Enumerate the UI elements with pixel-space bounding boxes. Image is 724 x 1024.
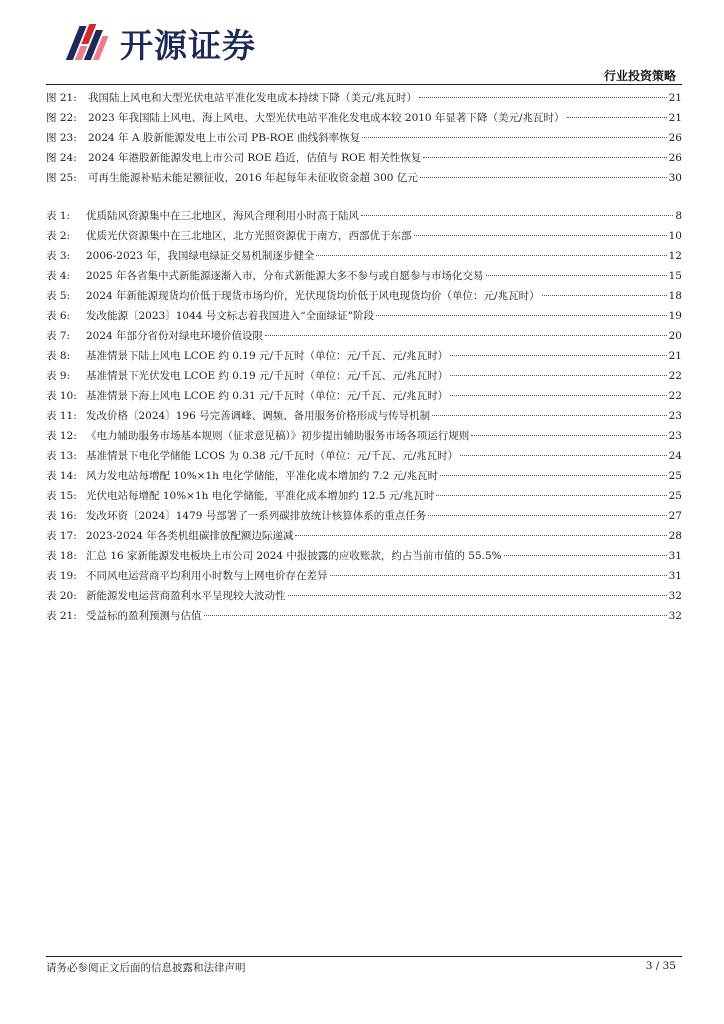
toc-entry-title: 2006-2023 年，我国绿电绿证交易机制逐步健全 — [86, 250, 315, 262]
toc-entry-title: 可再生能源补贴未能足额征收，2016 年起每年未征收资金超 300 亿元 — [88, 172, 418, 184]
table-index-entry[interactable] — [46, 446, 682, 466]
table-index-entry[interactable] — [46, 206, 682, 226]
table-index-entry[interactable] — [46, 546, 682, 566]
toc-entry-label: 表 10: — [46, 390, 77, 402]
toc-leader-dots — [414, 235, 667, 236]
toc-entry-page: 23 — [668, 430, 682, 442]
toc-entry-title: 发改环资〔2024〕1479 号部署了一系列碳排放统计核算体系的重点任务 — [86, 510, 427, 522]
toc-entry-label: 表 19: — [46, 570, 77, 582]
toc-entry-label: 表 13: — [46, 450, 77, 462]
toc-entry-title: 优质光伏资源集中在三北地区，北方光照资源优于南方，西部优于东部 — [86, 230, 412, 242]
toc-entry-page: 24 — [668, 450, 682, 462]
toc-entry-page: 19 — [668, 310, 682, 322]
toc-entry-page: 18 — [668, 290, 682, 302]
toc-entry-title: 优质陆风资源集中在三北地区，海风合理利用小时高于陆风 — [86, 210, 359, 222]
toc-leader-dots — [204, 615, 667, 616]
toc-leader-dots — [288, 595, 667, 596]
toc-entry-title: 基准情景下陆上风电 LCOE 约 0.19 元/千瓦时（单位：元/千瓦、元/兆瓦时） — [86, 350, 449, 362]
toc-entry-page: 32 — [668, 610, 682, 622]
figure-index-entry[interactable] — [46, 168, 682, 188]
table-index-entry[interactable] — [46, 226, 682, 246]
toc-entry-title: 受益标的盈利预测与估值 — [86, 610, 202, 622]
toc-entry-label: 图 24: — [46, 152, 77, 164]
toc-entry-title: 汇总 16 家新能源发电板块上市公司 2024 中报披露的应收账款，约占当前市值的 55.5% — [86, 550, 502, 562]
toc-entry-label: 表 11: — [46, 410, 77, 422]
table-index-entry[interactable] — [46, 466, 682, 486]
toc-entry-page: 8 — [675, 210, 682, 222]
toc-leader-dots — [542, 295, 667, 296]
table-index-entry[interactable] — [46, 566, 682, 586]
toc-leader-dots — [420, 177, 667, 178]
toc-entry-page: 15 — [668, 270, 682, 282]
toc-entry-label: 表 5: — [46, 290, 71, 302]
header-rule — [46, 84, 682, 85]
toc-entry-label: 表 12: — [46, 430, 77, 442]
table-index-entry[interactable] — [46, 506, 682, 526]
toc-entry-label: 表 4: — [46, 270, 71, 282]
toc-entry-title: 2024 年部分省份对绿电环境价值设限 — [86, 330, 264, 342]
toc-entry-title: 2023 年我国陆上风电、海上风电、大型光伏电站平准化发电成本较 2010 年显著下降（美元/兆瓦时） — [88, 112, 565, 124]
figure-index-entry[interactable] — [46, 128, 682, 148]
toc-entry-page: 25 — [668, 490, 682, 502]
table-index-entry[interactable] — [46, 426, 682, 446]
toc-entry-page: 30 — [668, 172, 682, 184]
toc-leader-dots — [567, 117, 667, 118]
toc-entry-title: 2024 年 A 股新能源发电上市公司 PB-ROE 曲线斜率恢复 — [88, 132, 361, 144]
toc-entry-page: 26 — [668, 132, 682, 144]
toc-leader-dots — [330, 575, 667, 576]
table-index-entry[interactable] — [46, 606, 682, 626]
toc-entry-title: 2024 年新能源现货均价低于现货市场均价，光伏现货均价低于风电现货均价（单位：元/兆瓦时） — [86, 290, 540, 302]
table-index-entry[interactable] — [46, 306, 682, 326]
toc-entry-label: 图 22: — [46, 112, 77, 124]
brand-name: 开源证券 — [120, 25, 256, 65]
toc-entry-label: 图 23: — [46, 132, 77, 144]
toc-entry-title: 2024 年港股新能源发电上市公司 ROE 趋近，估值与 ROE 相关性恢复 — [88, 152, 422, 164]
toc-entry-label: 表 3: — [46, 250, 71, 262]
toc-entry-label: 表 16: — [46, 510, 77, 522]
toc-leader-dots — [504, 555, 667, 556]
table-index-entry[interactable] — [46, 406, 682, 426]
toc-entry-title: 基准情景下光伏发电 LCOE 约 0.19 元/千瓦时（单位：元/千瓦、元/兆瓦时） — [86, 370, 449, 382]
toc-entry-title: 2023-2024 年各类机组碳排放配额边际递减 — [86, 530, 294, 542]
toc-entry-page: 22 — [668, 390, 682, 402]
table-index-entry[interactable] — [46, 386, 682, 406]
toc-entry-page: 26 — [668, 152, 682, 164]
toc-leader-dots — [432, 415, 667, 416]
toc-entry-label: 表 6: — [46, 310, 71, 322]
table-index-list — [46, 206, 682, 626]
toc-entry-label: 图 25: — [46, 172, 77, 184]
toc-entry-title: 基准情景下电化学储能 LCOS 为 0.38 元/千瓦时（单位：元/千瓦、元/兆瓦时） — [86, 450, 459, 462]
table-index-entry[interactable] — [46, 326, 682, 346]
toc-entry-title: 光伏电站每增配 10%×1h 电化学储能，平准化成本增加约 12.5 元/兆瓦时 — [86, 490, 435, 502]
page-number: 3 / 35 — [645, 960, 676, 972]
toc-entry-page: 21 — [668, 350, 682, 362]
toc-entry-label: 表 20: — [46, 590, 77, 602]
toc-entry-page: 23 — [668, 410, 682, 422]
table-index-entry[interactable] — [46, 486, 682, 506]
toc-entry-title: 2025 年各省集中式新能源逐渐入市，分布式新能源大多不参与或自愿参与市场化交易 — [86, 270, 484, 282]
figure-index-entry[interactable] — [46, 148, 682, 168]
toc-entry-page: 32 — [668, 590, 682, 602]
toc-leader-dots — [419, 97, 667, 98]
table-index-entry[interactable] — [46, 526, 682, 546]
toc-leader-dots — [450, 375, 667, 376]
toc-leader-dots — [265, 335, 667, 336]
toc-leader-dots — [471, 435, 666, 436]
toc-entry-label: 图 21: — [46, 92, 77, 104]
toc-leader-dots — [316, 255, 666, 256]
figure-index-list — [46, 88, 682, 188]
toc-entry-page: 31 — [668, 570, 682, 582]
table-index-entry[interactable] — [46, 266, 682, 286]
toc-leader-dots — [450, 355, 667, 356]
toc-entry-label: 表 1: — [46, 210, 71, 222]
report-section-tag: 行业投资策略 — [603, 69, 676, 83]
toc-entry-label: 表 15: — [46, 490, 77, 502]
toc-entry-label: 表 17: — [46, 530, 77, 542]
toc-entry-page: 20 — [668, 330, 682, 342]
brand-logo — [62, 20, 256, 66]
toc-entry-title: 基准情景下海上风电 LCOE 约 0.31 元/千瓦时（单位：元/千瓦、元/兆瓦时） — [86, 390, 449, 402]
figure-index-entry[interactable] — [46, 108, 682, 128]
toc-leader-dots — [428, 515, 666, 516]
table-index-entry[interactable] — [46, 346, 682, 366]
toc-leader-dots — [450, 395, 667, 396]
footer-rule — [46, 956, 682, 957]
toc-entry-label: 表 8: — [46, 350, 71, 362]
toc-leader-dots — [423, 157, 666, 158]
toc-entry-title: 风力发电站每增配 10%×1h 电化学储能，平准化成本增加约 7.2 元/兆瓦时 — [86, 470, 439, 482]
toc-entry-title: 发改价格〔2024〕196 号完善调峰、调频、备用服务价格形成与传导机制 — [86, 410, 431, 422]
toc-entry-label: 表 9: — [46, 370, 71, 382]
toc-entry-page: 28 — [668, 530, 682, 542]
toc-leader-dots — [460, 455, 666, 456]
toc-entry-page: 31 — [668, 550, 682, 562]
toc-entry-label: 表 2: — [46, 230, 71, 242]
toc-leader-dots — [440, 475, 666, 476]
toc-entry-label: 表 18: — [46, 550, 77, 562]
table-index-entry[interactable] — [46, 246, 682, 266]
toc-entry-page: 21 — [668, 92, 682, 104]
toc-entry-page: 27 — [668, 510, 682, 522]
table-index-entry[interactable] — [46, 586, 682, 606]
toc-entry-page: 21 — [668, 112, 682, 124]
toc-entry-page: 25 — [668, 470, 682, 482]
toc-entry-title: 新能源发电运营商盈利水平呈现较大波动性 — [86, 590, 286, 602]
toc-leader-dots — [295, 535, 666, 536]
toc-entry-title: 发改能源〔2023〕1044 号文标志着我国进入“全面绿证”阶段 — [86, 310, 375, 322]
toc-entry-label: 表 21: — [46, 610, 77, 622]
toc-entry-page: 10 — [668, 230, 682, 242]
toc-entry-label: 表 14: — [46, 470, 77, 482]
toc-entry-page: 22 — [668, 370, 682, 382]
toc-leader-dots — [376, 315, 667, 316]
toc-entry-title: 不同风电运营商平均利用小时数与上网电价存在差异 — [86, 570, 328, 582]
toc-leader-dots — [436, 495, 666, 496]
toc-leader-dots — [486, 275, 667, 276]
toc-leader-dots — [361, 215, 673, 216]
logo-mark-icon — [62, 20, 114, 66]
table-index-entry[interactable] — [46, 366, 682, 386]
figure-index-entry[interactable] — [46, 88, 682, 108]
toc-entry-title: 我国陆上风电和大型光伏电站平准化发电成本持续下降（美元/兆瓦时） — [88, 92, 418, 104]
toc-leader-dots — [362, 137, 666, 138]
footer-disclaimer: 请务必参阅正文后面的信息披露和法律声明 — [46, 962, 246, 974]
toc-entry-page: 12 — [668, 250, 682, 262]
toc-entry-title: 《电力辅助服务市场基本规则（征求意见稿）》初步提出辅助服务市场各项运行规则 — [86, 430, 470, 442]
table-index-entry[interactable] — [46, 286, 682, 306]
toc-entry-label: 表 7: — [46, 330, 71, 342]
